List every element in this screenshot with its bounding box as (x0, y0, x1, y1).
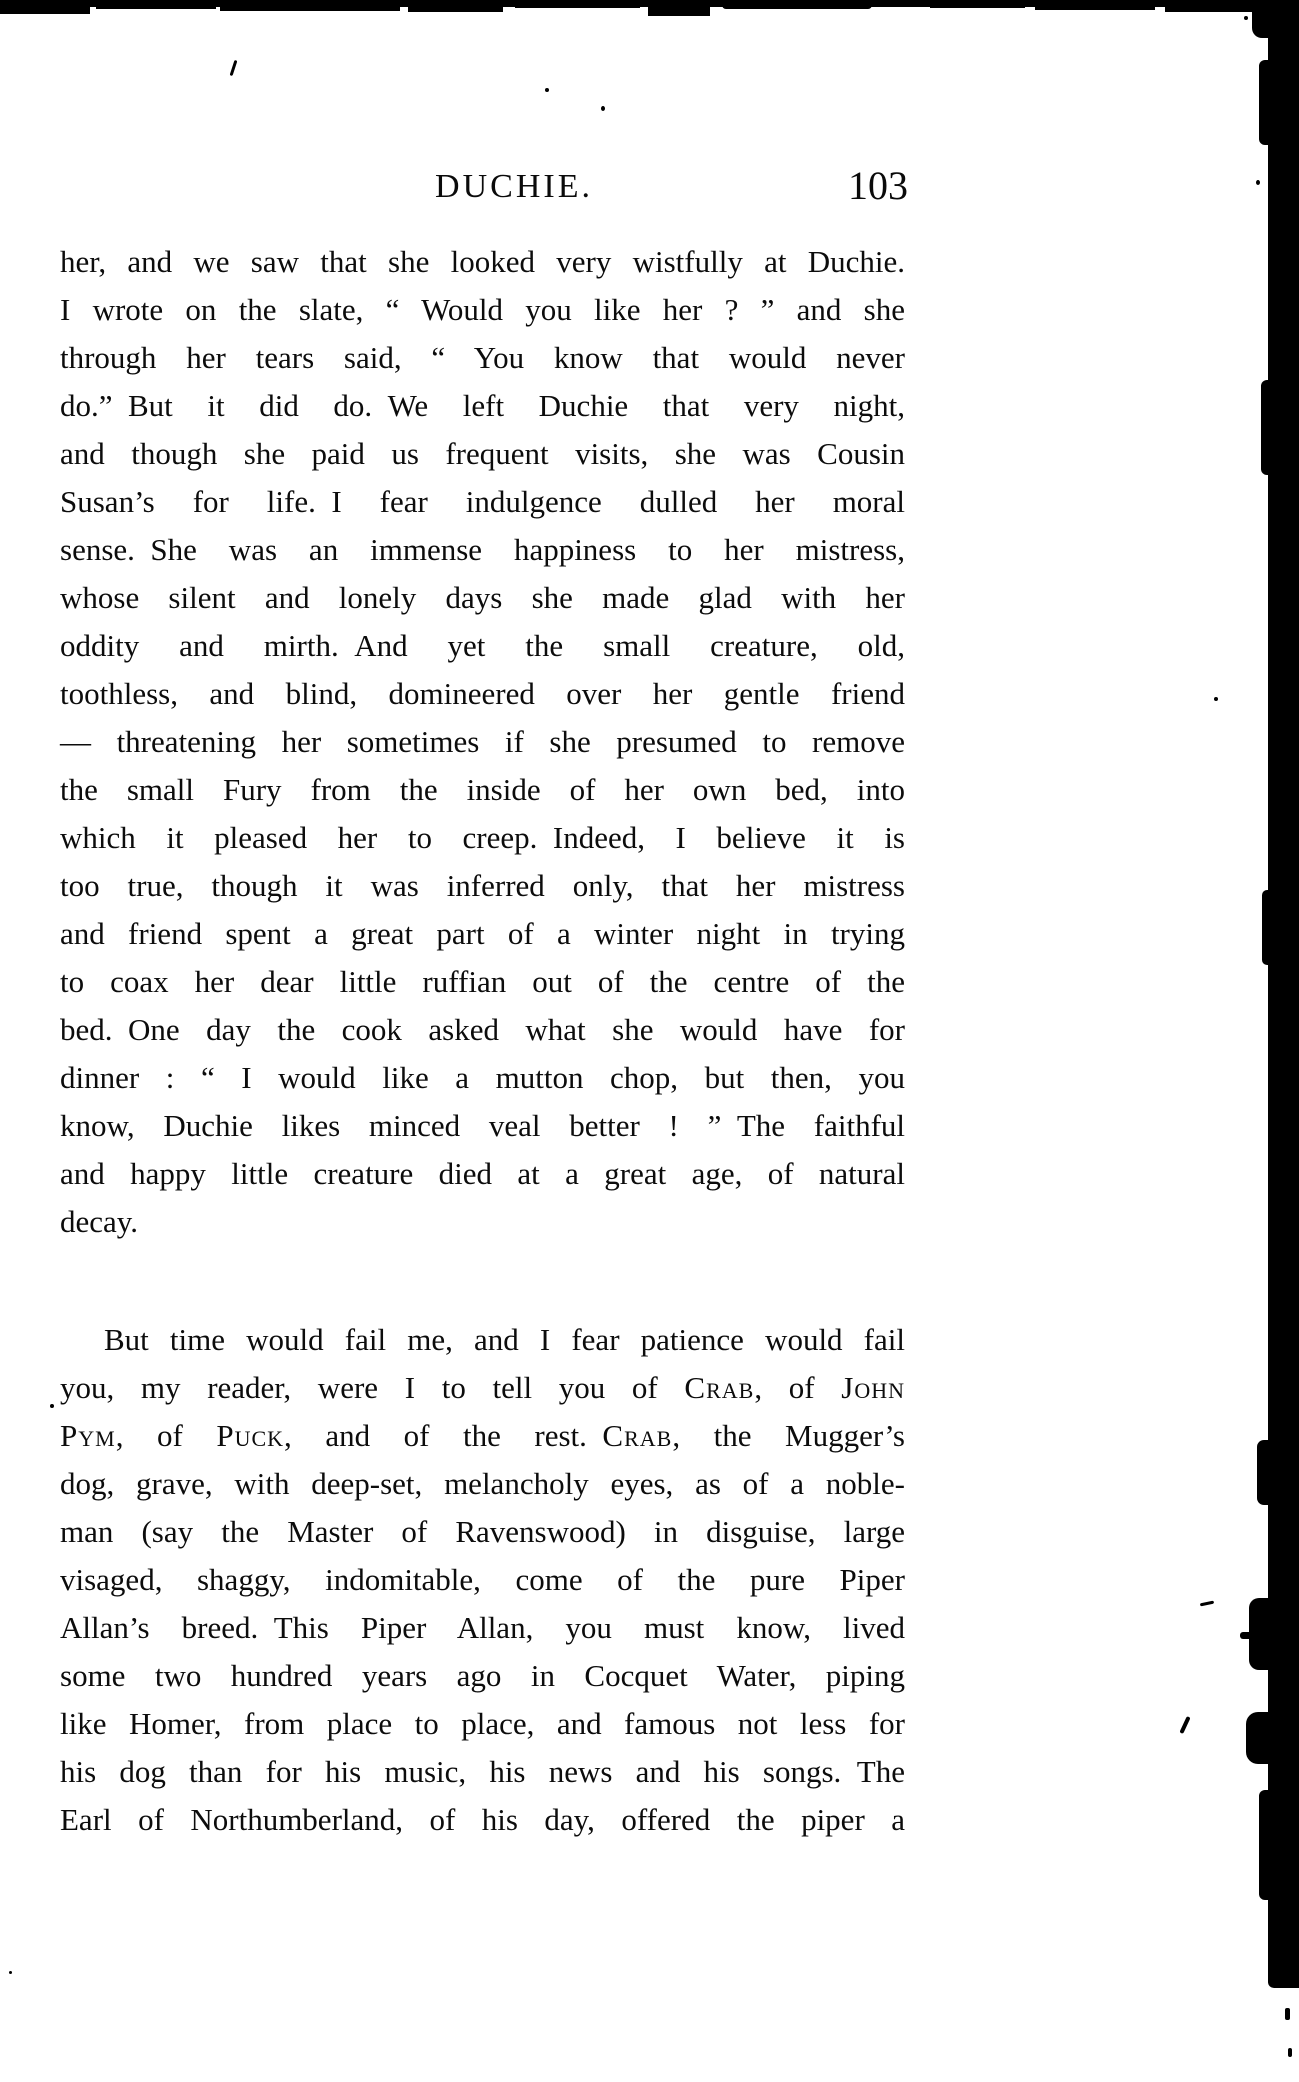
text-line: bed. One day the cook asked what she would have for (60, 1012, 905, 1047)
text-line: Earl of Northumberland, of his day, offered the piper a (60, 1802, 905, 1837)
text-line: I wrote on the slate, “ Would you like her ? ” and she (60, 292, 905, 327)
scan-speck (1179, 1716, 1190, 1734)
text-line: through her tears said, “ You know that would never (60, 340, 905, 375)
text-line: you, my reader, were I to tell you of Crab, of John (60, 1370, 905, 1405)
text-line: which it pleased her to creep. Indeed, I believe it is (60, 820, 905, 855)
scan-speck (230, 60, 238, 76)
scan-artifact-right-edge (1257, 1440, 1271, 1505)
text-line: dog, grave, with deep-set, melancholy eyes, as of a noble- (60, 1466, 905, 1501)
small-caps-name: Crab (602, 1418, 673, 1453)
scan-speck (9, 1971, 12, 1974)
scan-artifact-right-edge (1252, 0, 1276, 38)
text-line: But time would fail me, and I fear patience would fail (104, 1322, 905, 1357)
chapter-title: DUCHIE. (435, 168, 593, 205)
small-caps-name: John (841, 1370, 905, 1405)
text-line: his dog than for his music, his news and his songs. The (60, 1754, 905, 1789)
text-line: do.” But it did do. We left Duchie that very night, (60, 388, 905, 423)
paragraph (60, 1316, 905, 1844)
scan-speck (1256, 180, 1260, 185)
scan-speck (1214, 697, 1218, 701)
page-header (60, 163, 908, 210)
scan-artifact-top-edge (722, 0, 872, 9)
text-line: sense. She was an immense happiness to her mistress, (60, 532, 905, 567)
small-caps-name: Crab (684, 1370, 755, 1405)
scan-speck (1288, 2048, 1292, 2057)
scan-artifact-top-edge (96, 0, 216, 9)
scan-artifact-right-edge (1246, 1712, 1271, 1764)
text-line: dinner : “ I would like a mutton chop, but then, you (60, 1060, 905, 1095)
text-line: Susan’s for life. I fear indulgence dulled her moral (60, 484, 905, 519)
scan-artifact-right-edge (1240, 1632, 1254, 1639)
scan-artifact-top-edge (1035, 0, 1155, 10)
text-line: and friend spent a great part of a winter night in trying (60, 916, 905, 951)
text-line: like Homer, from place to place, and famous not less for (60, 1706, 905, 1741)
text-line: Allan’s breed. This Piper Allan, you must know, lived (60, 1610, 905, 1645)
scan-artifact-right-edge (1261, 380, 1271, 475)
scan-speck (50, 1404, 54, 1408)
text-line: to coax her dear little ruffian out of the centre of the (60, 964, 905, 999)
scan-speck (545, 88, 549, 92)
scan-artifact-top-edge (648, 0, 710, 16)
scan-artifact-right-edge (1262, 890, 1271, 965)
text-line: visaged, shaggy, indomitable, come of the pure Piper (60, 1562, 905, 1597)
text-line: some two hundred years ago in Cocquet Water, piping (60, 1658, 905, 1693)
small-caps-name: Puck (216, 1418, 285, 1453)
text-line: and happy little creature died at a great age, of natural (60, 1156, 905, 1191)
scan-artifact-top-edge (408, 0, 503, 12)
scan-speck (1285, 2008, 1290, 2020)
text-line: the small Fury from the inside of her own bed, into (60, 772, 905, 807)
text-line: whose silent and lonely days she made glad with her (60, 580, 905, 615)
scan-speck (1244, 16, 1248, 20)
scan-artifact-top-edge (515, 0, 640, 8)
text-line: decay. (60, 1204, 139, 1239)
text-line: — threatening her sometimes if she presumed to remove (60, 724, 905, 759)
text-line: and though she paid us frequent visits, she was Cousin (60, 436, 905, 471)
scan-artifact-right-edge (1259, 1790, 1271, 1900)
scan-artifact-top-edge (930, 0, 1025, 8)
text-line: too true, though it was inferred only, that her mistress (60, 868, 905, 903)
scan-artifact-right-edge (1259, 60, 1271, 145)
text-line: man (say the Master of Ravenswood) in disguise, large (60, 1514, 905, 1549)
small-caps-name: Pym (60, 1418, 116, 1453)
scan-speck (601, 106, 605, 111)
paragraph (60, 238, 905, 1246)
text-line: know, Duchie likes minced veal better ! ” The faithful (60, 1108, 905, 1143)
scan-artifact-top-edge (0, 0, 90, 14)
scan-artifact-right-edge (1268, 0, 1299, 1988)
page-number: 103 (848, 163, 908, 208)
text-line: toothless, and blind, domineered over her gentle friend (60, 676, 905, 711)
text-line: oddity and mirth. And yet the small creature, old, (60, 628, 905, 663)
body-text (60, 238, 905, 1844)
scan-speck (1200, 1601, 1214, 1607)
text-line: her, and we saw that she looked very wistfully at Duchie. (60, 244, 905, 279)
scan-artifact-top-edge (220, 0, 400, 11)
text-line: Pym, of Puck, and of the rest. Crab, the Mugger’s (60, 1418, 905, 1453)
